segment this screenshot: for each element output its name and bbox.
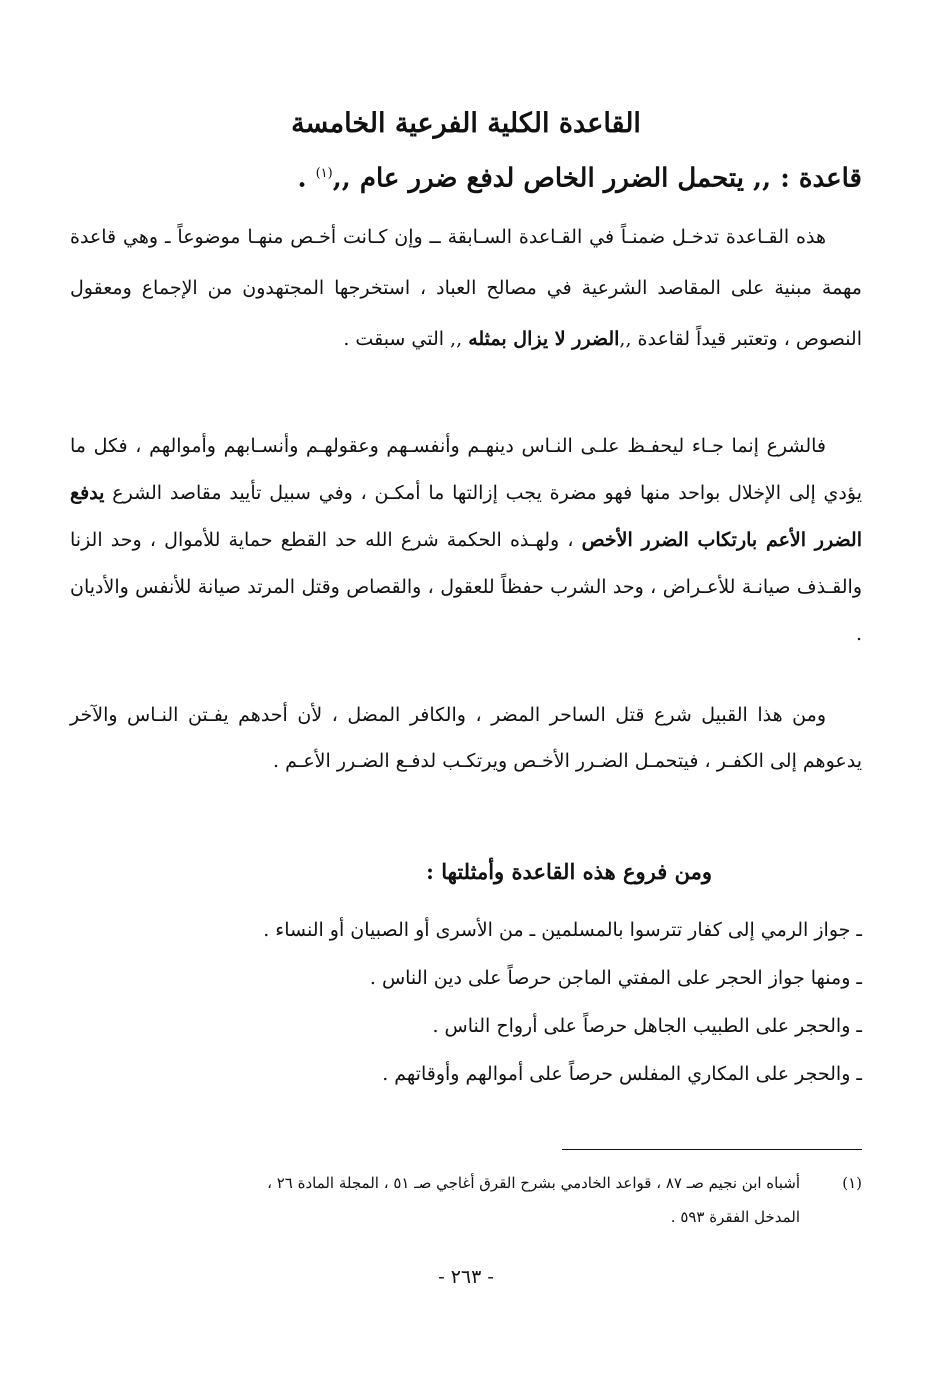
footnote-number: (١)	[842, 1174, 862, 1192]
rule-suffix: ,,	[332, 163, 351, 194]
paragraph-3-text: ومن هذا القبيل شرع قتل الساحر المضر ، والكافر المضل ، لأن أحدهم يفـتن النـاس والآخر يدعوهم إلى الكفـر ، فيتحمـل الضـرر الأخـص ويرتكـب لدفـع الضـرر الأعـم .	[70, 704, 862, 772]
list-item: ـ جواز الرمي إلى كفار تترسوا بالمسلمين ـ من الأسرى أو الصبيان أو النساء .	[263, 919, 862, 941]
list-item: ـ والحجر على المكاري المفلس حرصاً على أموالهم وأوقاتهم .	[382, 1063, 862, 1085]
footnote-line-2: المدخل الفقرة ٥٩٣ .	[670, 1208, 800, 1226]
paragraph-2-bold-rule: يدفع الضرر الأعم بارتكاب الضرر الأخص	[70, 482, 862, 551]
examples-list	[70, 906, 862, 1098]
paragraph-2-text-a: فالشرع إنما جـاء ليحفـظ علـى النـاس دينهـم وأنفسـهم وعقولهـم وأنسـابهم وأموالهم ، فكل ما يؤدي إلى الإخلال بواحد منها فهو مضرة يجب إزالتها ما أمكـن ، وفي سبيل تأييد مقاصد الشرع	[70, 435, 862, 504]
paragraph-1-bold-rule: الضرر لا يزال بمثله	[468, 328, 620, 350]
paragraph-3	[70, 692, 862, 784]
footnote-separator	[562, 1149, 862, 1150]
list-item: ـ ومنها جواز الحجر على المفتي الماجن حرصاً على دين الناس .	[369, 967, 862, 989]
rule-statement	[70, 154, 862, 199]
paragraph-1	[70, 212, 862, 365]
footnote-line-1: أشباه ابن نجيم صـ ٨٧ ، قواعد الخادمي بشرح القرق أغاجي صـ ٥١ ، المجلة المادة ٢٦ ،	[267, 1174, 800, 1192]
paragraph-2-text-b: ، ولهـذه الحكمة شرع الله حد القطع حماية للأموال ، وحد الزنا والقـذف صيانـة للأعـراض ، وحد الشرب حفظاً للعقول ، والقصاص وقتل المرتد صيانة للأنفس والأديان .	[70, 529, 862, 645]
footnote-text	[70, 1166, 800, 1234]
list-item: ـ والحجر على الطبيب الجاهل حرصاً على أرواح الناس .	[432, 1015, 862, 1037]
page-number: - ٢٦٣ -	[438, 1266, 494, 1288]
examples-heading: ومن فروع هذه القاعدة وأمثلتها :	[426, 859, 712, 884]
paragraph-1-text-b: ,, التي سبقت .	[343, 328, 469, 350]
rule-prefix: قاعدة : ,,	[753, 163, 862, 194]
paragraph-2	[70, 423, 862, 658]
footnote-reference: (١)	[315, 166, 333, 181]
page-title: القاعدة الكلية الفرعية الخامسة	[291, 108, 641, 139]
paragraph-1-text-a: هذه القـاعدة تدخـل ضمنـاً في القـاعدة السـابقة ــ وإن كـانت أخـص منهـا موضوعاً ـ وهي قاعدة مهمة مبنية على المقاصد الشرعية في مصالح العباد ، استخرجها المجتهدون من الإجماع ومعقول النصوص ، وتعتبر قيداً لقاعدة ,,	[70, 226, 862, 350]
footnote	[70, 1166, 862, 1234]
rule-end: .	[297, 163, 316, 194]
rule-text: يتحمل الضرر الخاص لدفع ضرر عام	[359, 163, 744, 194]
document-page	[70, 0, 862, 1374]
